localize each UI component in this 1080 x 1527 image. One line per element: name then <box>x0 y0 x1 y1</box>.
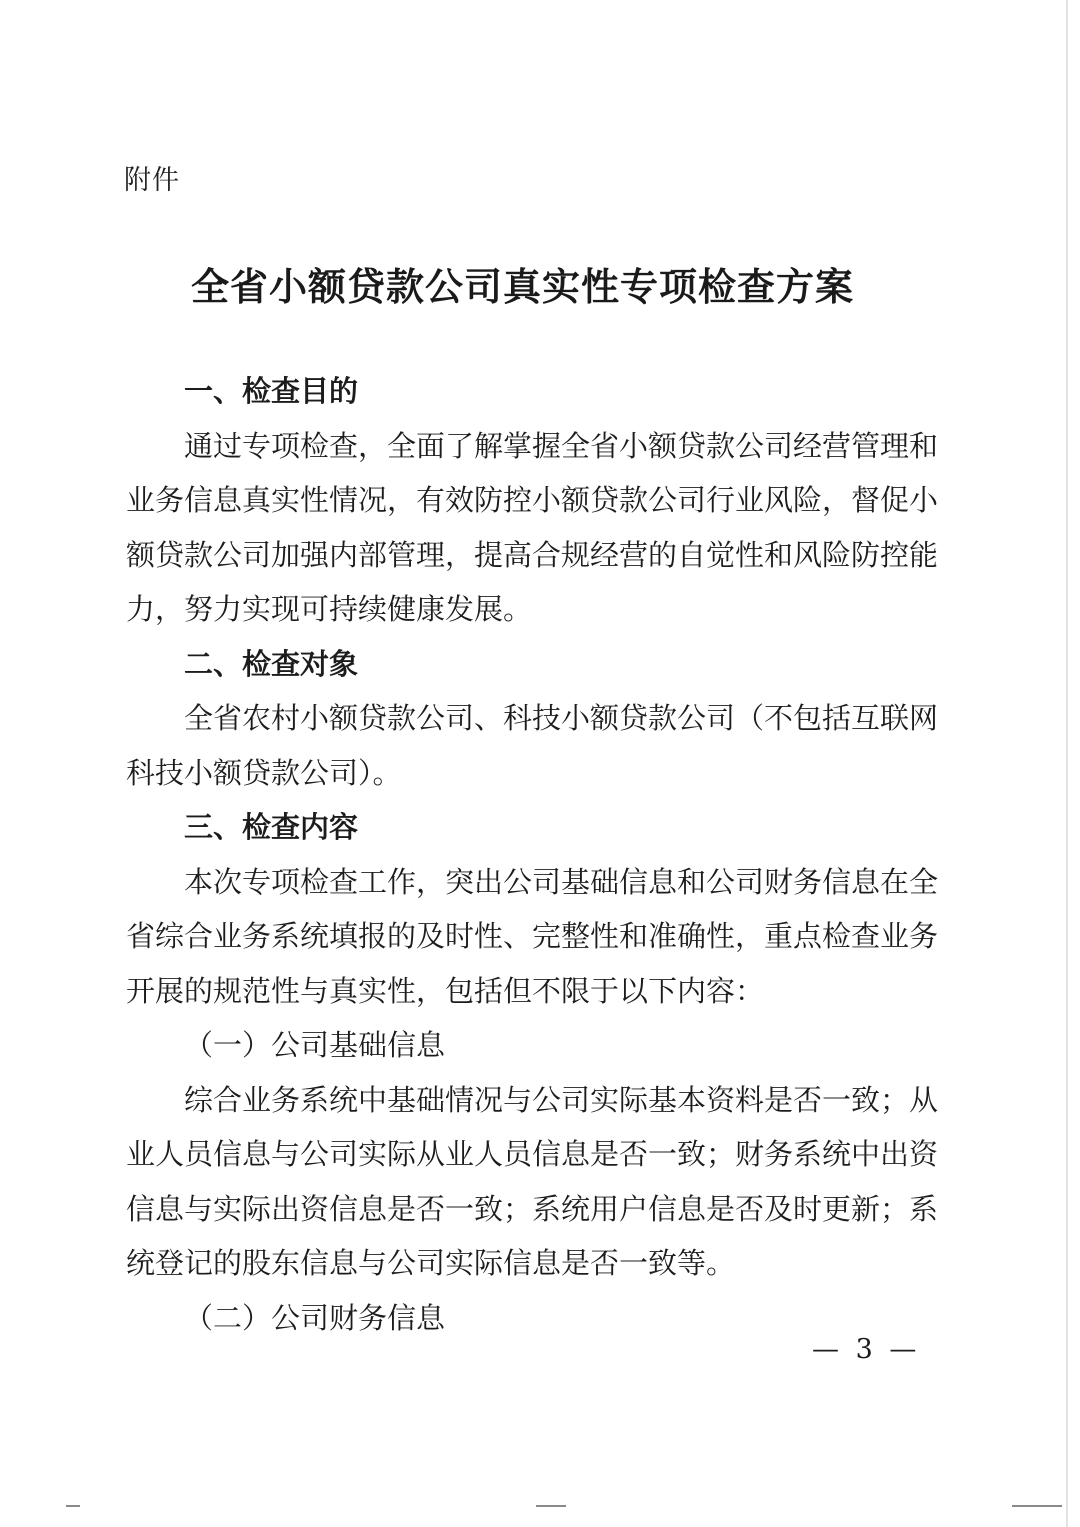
attachment-label: 附件 <box>124 165 180 196</box>
page-edge <box>1066 0 1068 1527</box>
paragraph-line: 通过专项检查，全面了解掌握全省小额贷款公司经营管理和 <box>184 428 939 463</box>
paragraph-line: 额贷款公司加强内部管理，提高合规经营的自觉性和风险防控能 <box>126 537 939 572</box>
subsection-heading-basic-info: （一）公司基础信息 <box>184 1028 446 1062</box>
document-title: 全省小额贷款公司真实性专项检查方案 <box>190 264 854 309</box>
paragraph-line: 业人员信息与公司实际从业人员信息是否一致；财务系统中出资 <box>126 1137 939 1171</box>
scan-mark <box>66 1505 80 1507</box>
document-body <box>126 364 939 1345</box>
section-heading-content: 三、检查内容 <box>184 810 359 844</box>
paragraph-line: 省综合业务系统填报的及时性、完整性和准确性，重点检查业务 <box>126 919 939 953</box>
paragraph-line: 统登记的股东信息与公司实际信息是否一致等。 <box>126 1246 736 1280</box>
section-heading-purpose: 一、检查目的 <box>184 374 359 408</box>
paragraph-line: 本次专项检查工作，突出公司基础信息和公司财务信息在全 <box>184 864 939 899</box>
section-heading-targets: 二、检查对象 <box>184 646 359 681</box>
scan-mark <box>536 1505 566 1507</box>
scan-mark <box>1012 1505 1062 1507</box>
subsection-heading-financial-info: （二）公司财务信息 <box>184 1300 446 1335</box>
paragraph-line: 全省农村小额贷款公司、科技小额贷款公司（不包括互联网 <box>184 701 939 735</box>
paragraph-line: 综合业务系统中基础情况与公司实际基本资料是否一致；从 <box>184 1082 939 1117</box>
paragraph-line: 业务信息真实性情况，有效防控小额贷款公司行业风险，督促小 <box>126 483 939 517</box>
paragraph-line: 科技小额贷款公司）。 <box>126 755 402 790</box>
paragraph-line: 力，努力实现可持续健康发展。 <box>126 592 533 626</box>
page-number: — 3 — <box>812 1334 921 1365</box>
paragraph-line: 开展的规范性与真实性，包括但不限于以下内容： <box>126 973 765 1008</box>
paragraph-line: 信息与实际出资信息是否一致；系统用户信息是否及时更新；系 <box>126 1191 939 1226</box>
